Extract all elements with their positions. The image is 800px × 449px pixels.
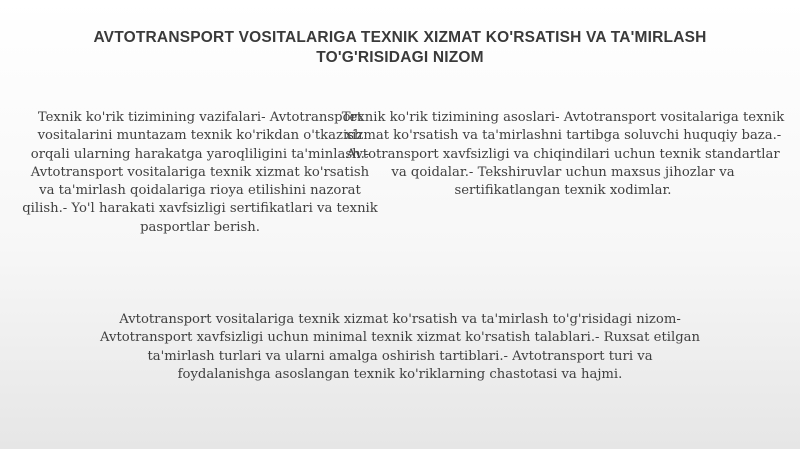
right-text-block: Texnik ko'rik tizimining asoslari- Avtotransport vositalariga texnik xizmat ko'rsatish va ta'mirlashni tartibga soluvchi huquqiy baza.- Avtotransport xavfsizligi va chiqindilari uchun texnik standartlar va qoidalar.- Tekshiruvlar uchun maxsus jihozlar va sertifikatlangan texnik xodimlar.	[341, 110, 785, 199]
bottom-text-block: Avtotransport vositalariga texnik xizmat ko'rsatish va ta'mirlash to'g'risidagi nizom- Avtotransport xavfsizligi uchun minimal texnik xizmat ko'rsatish talablari.- Ruxsat etilgan ta'mirlash turlari va ularni amalga oshirish tartiblari.- Avtotransport turi va foydalanishga asoslangan texnik ko'riklarning chastotasi va hajmi.	[100, 312, 700, 382]
left-text-block: Texnik ko'rik tizimining vazifalari- Avtotransport vositalarini muntazam texnik ko'rikdan o'tkazish orqali ularning harakatga yaroqliligini ta'minlash.- Avtotransport vositalariga texnik xizmat ko'rsatish va ta'mirlash qoidalariga rioya etilishini nazorat qilish.- Yo'l harakati xavfsizligi sertifikatlari va texnik pasportlar berish.	[22, 110, 378, 235]
slide-title: AVTOTRANSPORT VOSITALARIGA TEXNIK XIZMAT KO'RSATISH VA TA'MIRLASH TO'G'RISIDAGI NIZOM	[93, 29, 707, 66]
